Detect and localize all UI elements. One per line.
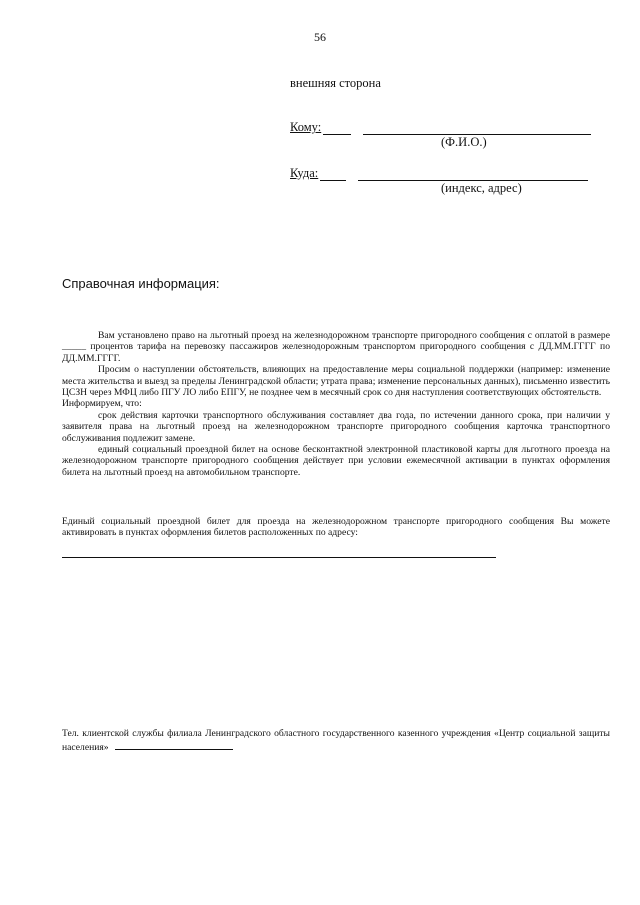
recipient-name-line [363, 122, 591, 135]
paragraph-notify: Просим о наступлении обстоятельств, влияющих на предоставление меры социальной поддержки (например: изменение места жительства и выезд за пределы Ленинградской области; утрата права; изменение персональных данных), письменно известить ЦСЗН через МФЦ либо ПГУ ЛО либо ЕПГУ, не позднее чем в месячный срок со дня наступления соответствующих обстоятельств. [62, 364, 610, 399]
destination-row [290, 166, 588, 181]
phone-blank-line [115, 739, 233, 750]
destination-label: Куда: [290, 166, 319, 180]
paragraph-activation-address: Единый социальный проездной билет для проезда на железнодорожном транспорте пригородного сообщения Вы можете активировать в пунктах оформления билетов расположенных по адресу: [62, 516, 610, 539]
paragraph-ticket-activation: единый социальный проездной билет на основе бесконтактной электронной пластиковой карты для льготного проезда на железнодорожном транспорте пригородного сообщения действует при условии ежемесячной активации в пунктах оформления билета на льготный проезд на автомобильном транспорте. [62, 444, 610, 478]
destination-hint: (индекс, адрес) [441, 181, 522, 195]
reference-body [62, 330, 610, 478]
page-number: 56 [314, 30, 326, 44]
reference-title: Справочная информация: [62, 276, 220, 291]
recipient-hint: (Ф.И.О.) [441, 135, 487, 149]
phone-service-text: Тел. клиентской службы филиала Ленинградского областного государственного казенного учреждения «Центр социальной защиты населения» [62, 728, 610, 754]
recipient-short-line [323, 122, 351, 135]
envelope-side-label: внешняя сторона [290, 76, 381, 90]
recipient-row [290, 120, 591, 135]
destination-address-line [358, 168, 588, 181]
paragraph-card-validity: срок действия карточки транспортного обслуживания составляет два года, по истечении данного срока, при наличии у заявителя права на льготный проезд на железнодорожном транспорте пригородного сообщения карточка транспортного обслуживания подлежит замене. [62, 409, 610, 444]
recipient-label: Кому: [290, 120, 322, 134]
inform-label: Информируем, что: [62, 398, 142, 410]
destination-short-line [320, 168, 346, 181]
address-blank-line [62, 557, 496, 558]
footer-contacts [62, 728, 610, 754]
paragraph-privilege: Вам установлено право на льготный проезд на железнодорожном транспорте пригородного сообщения с оплатой в размере _____ процентов тарифа на перевозку пассажиров железнодорожным транспортом пригородного сообщения с ДД.ММ.ГГГГ по ДД.ММ.ГГГГ. [62, 330, 610, 364]
activation-note [62, 516, 610, 539]
